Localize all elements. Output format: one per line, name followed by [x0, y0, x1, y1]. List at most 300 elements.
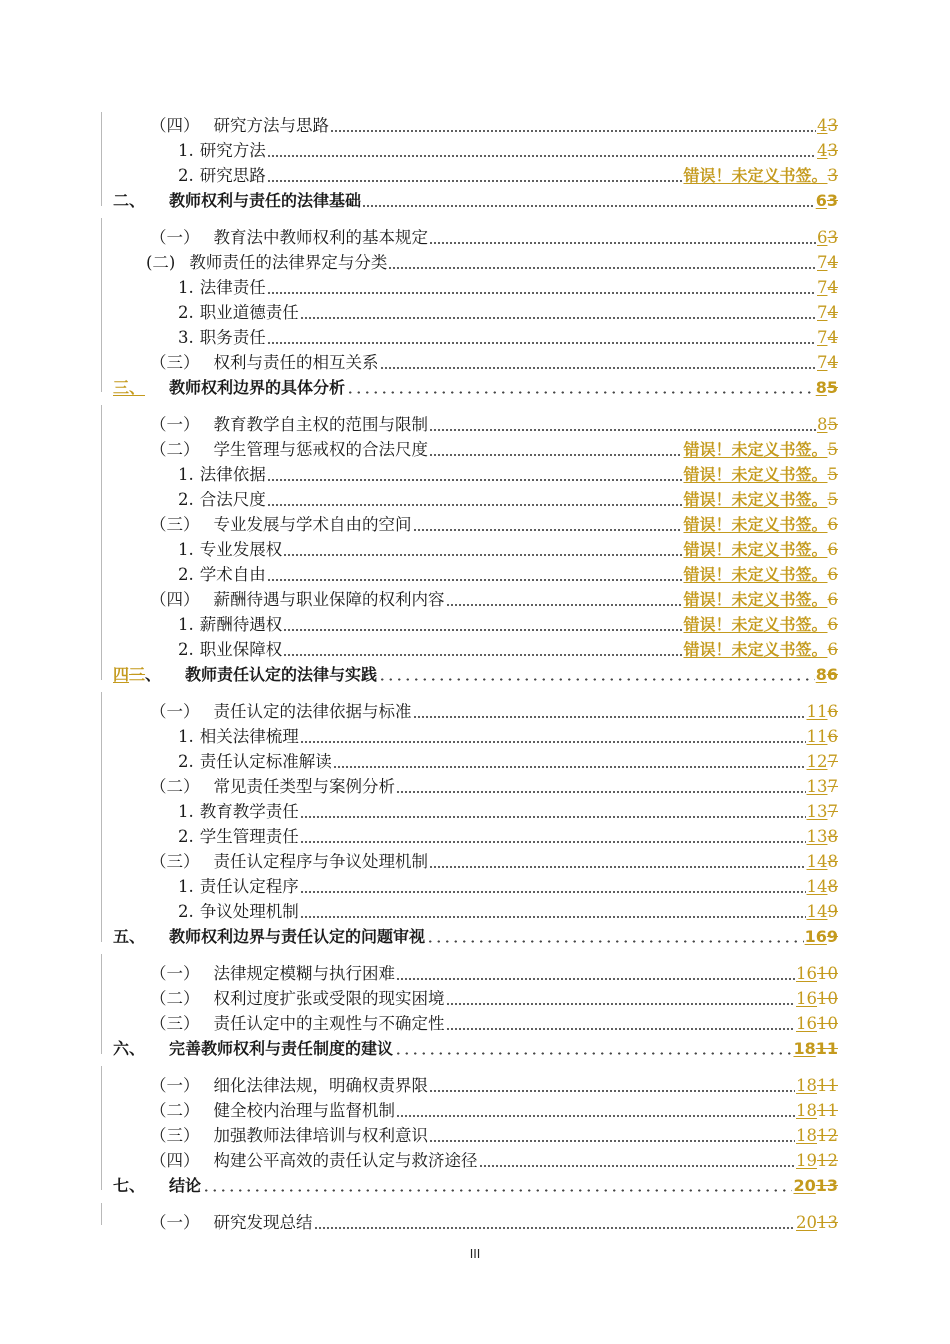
toc-page-reference[interactable] [807, 902, 839, 922]
toc-entry[interactable] [113, 187, 838, 211]
toc-page-reference[interactable] [817, 303, 838, 323]
dot-leader [362, 205, 815, 207]
deleted-page-number: 3 [827, 141, 838, 160]
toc-entry[interactable] [178, 873, 838, 897]
toc-entry[interactable] [150, 1209, 838, 1233]
toc-entry-title: 法律依据 [199, 465, 266, 484]
revision-margin-bar [101, 218, 102, 392]
dot-leader [267, 155, 816, 157]
toc-entry[interactable] [113, 1172, 838, 1196]
number-text: （四） [150, 1151, 200, 1170]
toc-entry[interactable] [150, 224, 838, 248]
dot-leader [267, 292, 816, 294]
dot-leader [446, 1003, 796, 1005]
number-text: 1. [178, 141, 194, 160]
deleted-page-number: 11 [817, 1076, 838, 1095]
number-text: 六、 [113, 1039, 146, 1058]
inserted-page-number: 14 [806, 852, 828, 871]
toc-page-reference[interactable] [683, 640, 838, 660]
dot-leader [267, 579, 683, 581]
toc-entry-number [150, 964, 200, 984]
toc-entry-number [150, 989, 200, 1009]
toc-entry[interactable] [150, 1122, 838, 1146]
toc-entry[interactable] [150, 773, 838, 797]
inserted-page-number: 8 [817, 415, 828, 434]
toc-entry-title: 责任认定程序 [199, 877, 299, 896]
inserted-page-number: 16 [796, 989, 817, 1008]
toc-entry[interactable] [146, 249, 838, 273]
inserted-page-number: 16 [796, 1014, 817, 1033]
number-text: 1. [178, 802, 194, 821]
deleted-page-number: 11 [817, 1101, 838, 1120]
number-text: 2. [178, 166, 194, 185]
toc-page-reference[interactable] [807, 827, 839, 847]
dot-leader [426, 940, 804, 943]
deleted-page-number: 6 [827, 590, 838, 609]
toc-entry-number [150, 1014, 200, 1034]
toc-entry-number [113, 378, 145, 398]
toc-entry-title: 完善教师权利与责任制度的建议 [169, 1039, 394, 1058]
toc-entry[interactable] [150, 1010, 838, 1034]
inserted-page-number: 16 [804, 927, 827, 946]
deleted-page-number: 4 [827, 328, 838, 347]
dot-leader [300, 741, 806, 743]
inserted-page-number: 20 [793, 1176, 816, 1195]
toc-page-reference[interactable] [817, 415, 838, 435]
toc-page-reference[interactable] [683, 615, 838, 635]
toc-entry[interactable] [150, 848, 838, 872]
toc-entry-number [146, 253, 175, 273]
inserted-page-number: 18 [793, 1039, 816, 1058]
toc-entry[interactable] [150, 1147, 838, 1171]
toc-entry[interactable] [178, 486, 838, 510]
toc-entry[interactable] [150, 112, 838, 136]
number-text: （三） [150, 353, 200, 372]
toc-page-reference[interactable] [683, 540, 838, 560]
toc-entry-title: 教师责任的法律界定与分类 [189, 253, 388, 272]
toc-entry-title: 权利与责任的相互关系 [213, 353, 379, 372]
inserted-page-number: 12 [806, 752, 828, 771]
deleted-page-number: 9 [826, 927, 838, 946]
toc-entry[interactable] [178, 823, 838, 847]
toc-entry-number [178, 303, 194, 323]
toc-entry[interactable] [178, 611, 838, 635]
dot-leader [446, 604, 683, 606]
dot-leader [429, 429, 816, 431]
toc-page-reference[interactable] [807, 727, 839, 747]
toc-page-reference[interactable] [816, 665, 838, 685]
deleted-page-number: 13 [815, 1176, 838, 1195]
inserted-page-number: 11 [806, 727, 828, 746]
dot-leader [300, 916, 806, 918]
toc-page-reference[interactable] [683, 440, 838, 460]
toc-entry-title: 学生管理责任 [199, 827, 299, 846]
dot-leader [429, 242, 816, 244]
inserted-page-number: 13 [806, 827, 828, 846]
toc-entry[interactable] [150, 1097, 838, 1121]
toc-entry[interactable] [178, 274, 838, 298]
number-text: 三、 [113, 378, 146, 397]
number-text: (二) [146, 253, 176, 272]
toc-page-reference[interactable] [816, 191, 838, 211]
toc-entry-number [178, 877, 194, 897]
toc-entry[interactable] [178, 299, 838, 323]
toc-page-reference[interactable] [796, 1101, 838, 1121]
inserted-page-number: 7 [817, 253, 828, 272]
dot-leader [300, 317, 816, 319]
toc-entry-title: 教师权利边界的具体分析 [169, 378, 346, 397]
deleted-page-number: 3 [826, 191, 838, 210]
dot-leader [429, 1090, 795, 1092]
inserted-page-number: 14 [806, 902, 828, 921]
deleted-page-number: 7 [827, 777, 838, 796]
number-text: 1. [178, 727, 194, 746]
toc-entry[interactable] [113, 661, 838, 685]
number-text: （二） [150, 777, 200, 796]
number-suffix: 、 [145, 665, 162, 684]
page-number-footer: III [469, 1247, 481, 1261]
toc-entry[interactable] [150, 411, 838, 435]
toc-entry-title: 教师责任认定的法律与实践 [185, 665, 378, 684]
toc-entry-number [150, 777, 200, 797]
toc-entry[interactable] [150, 436, 838, 460]
inserted-page-number: 11 [806, 702, 828, 721]
dot-leader [429, 866, 806, 868]
toc-entry[interactable] [178, 162, 838, 186]
toc-page-reference[interactable] [817, 253, 838, 273]
toc-entry-number [178, 328, 194, 348]
dot-leader [396, 1115, 795, 1117]
toc-entry-title: 教育教学自主权的范围与限制 [213, 415, 428, 434]
dot-leader [429, 1140, 795, 1142]
deleted-page-number: 4 [827, 353, 838, 372]
revision-margin-bar [101, 112, 102, 206]
toc-page-reference[interactable] [796, 1014, 838, 1034]
toc-page-reference[interactable] [793, 1176, 838, 1196]
toc-page-reference[interactable] [817, 141, 838, 161]
toc-entry-number [178, 565, 194, 585]
dot-leader [429, 454, 682, 456]
deleted-page-number: 5 [827, 465, 838, 484]
toc-entry-title: 加强教师法律培训与权利意识 [213, 1126, 428, 1145]
inserted-page-number: 8 [815, 378, 827, 397]
toc-page-reference[interactable] [807, 702, 839, 722]
deleted-page-number: 9 [827, 902, 838, 921]
number-text: 1. [178, 615, 194, 634]
toc-entry-number [150, 440, 200, 460]
dot-leader [267, 504, 683, 506]
toc-page-reference[interactable] [683, 490, 838, 510]
inserted-page-number: 6 [817, 228, 828, 247]
deleted-page-number: 6 [827, 540, 838, 559]
bookmark-error-text: 错误！未定义书签。 [683, 515, 828, 534]
revision-margin-bar [101, 405, 102, 680]
toc-entry-title: 专业发展与学术自由的空间 [213, 515, 412, 534]
toc-entry-number [178, 166, 194, 186]
dot-leader [300, 841, 806, 843]
deleted-page-number: 5 [827, 415, 838, 434]
deleted-page-number: 5 [826, 378, 838, 397]
inserted-page-number: 13 [806, 802, 828, 821]
dot-leader [314, 1227, 796, 1229]
inserted-page-number: 7 [817, 278, 828, 297]
toc-entry-title: 结论 [169, 1176, 202, 1195]
revision-margin-bar [101, 1203, 102, 1225]
number-text: （三） [150, 515, 200, 534]
toc-page-reference[interactable] [683, 465, 838, 485]
toc-entry-number [178, 727, 194, 747]
deleted-page-number: 3 [827, 116, 838, 135]
toc-page-reference[interactable] [683, 166, 838, 186]
dot-leader [267, 180, 683, 182]
toc-entry-title: 细化法律法规，明确权责界限 [213, 1076, 428, 1095]
toc-page-reference[interactable] [683, 565, 838, 585]
number-text: 七、 [113, 1176, 146, 1195]
deleted-page-number: 4 [827, 303, 838, 322]
toc-entry[interactable] [178, 636, 838, 660]
toc-page-reference[interactable] [793, 1039, 838, 1059]
toc-entry-number [150, 702, 200, 722]
toc-entry-number [150, 515, 200, 535]
toc-entry-title: 合法尺度 [199, 490, 266, 509]
inserted-page-number: 4 [817, 141, 828, 160]
inserted-page-number: 16 [796, 964, 817, 983]
number-text: （三） [150, 852, 200, 871]
toc-entry[interactable] [178, 461, 838, 485]
deleted-page-number: 5 [827, 490, 838, 509]
toc-page-reference[interactable] [683, 515, 838, 535]
dot-leader [346, 391, 815, 394]
bookmark-error-text: 错误！未定义书签。 [683, 440, 828, 459]
toc-page-reference[interactable] [807, 802, 839, 822]
toc-page-reference[interactable] [796, 1213, 838, 1233]
inserted-number: 四 [113, 665, 130, 684]
toc-entry-number [150, 1126, 200, 1146]
toc-entry[interactable] [113, 923, 838, 947]
toc-entry[interactable] [150, 1072, 838, 1096]
toc-page-reference[interactable] [807, 777, 839, 797]
number-text: 2. [178, 303, 194, 322]
toc-entry-title: 职业保障权 [199, 640, 283, 659]
bookmark-error-text: 错误！未定义书签。 [683, 615, 828, 634]
inserted-page-number: 7 [817, 328, 828, 347]
toc-page-reference[interactable] [817, 228, 838, 248]
dot-leader [394, 1052, 792, 1055]
dot-leader [413, 716, 806, 718]
deleted-page-number: 13 [817, 1213, 838, 1232]
toc-entry[interactable] [178, 137, 838, 161]
inserted-page-number: 18 [796, 1076, 817, 1095]
toc-entry-number [150, 852, 200, 872]
deleted-page-number: 6 [827, 615, 838, 634]
toc-entry-number [178, 540, 194, 560]
bookmark-error-text: 错误！未定义书签。 [683, 465, 828, 484]
toc-page-reference[interactable] [807, 852, 839, 872]
toc-entry[interactable] [113, 374, 838, 398]
toc-entry-title: 法律规定模糊与执行困难 [213, 964, 395, 983]
dot-leader [396, 978, 795, 980]
toc-entry-title: 责任认定程序与争议处理机制 [213, 852, 428, 871]
dot-leader [479, 1165, 796, 1167]
dot-leader [330, 130, 816, 132]
toc-entry-title: 法律责任 [199, 278, 266, 297]
dot-leader [283, 629, 682, 631]
toc-entry-title: 研究方法 [199, 141, 266, 160]
toc-page-reference[interactable] [796, 964, 838, 984]
toc-entry-title: 薪酬待遇与职业保障的权利内容 [213, 590, 445, 609]
revision-margin-bar [101, 1066, 102, 1190]
number-text: 1. [178, 278, 194, 297]
bookmark-error-text: 错误！未定义书签。 [683, 540, 828, 559]
deleted-page-number: 11 [815, 1039, 838, 1058]
number-text: （一） [150, 964, 200, 983]
toc-page-reference[interactable] [817, 278, 838, 298]
inserted-page-number: 4 [817, 116, 828, 135]
toc-page-reference[interactable] [796, 1076, 838, 1096]
toc-entry-number [113, 1176, 145, 1196]
bookmark-error-text: 错误！未定义书签。 [683, 640, 828, 659]
bookmark-error-text: 错误！未定义书签。 [683, 590, 828, 609]
toc-entry[interactable] [178, 561, 838, 585]
deleted-page-number: 4 [827, 278, 838, 297]
toc-entry[interactable] [178, 898, 838, 922]
deleted-page-number: 12 [817, 1126, 838, 1145]
toc-entry-title: 教育教学责任 [199, 802, 299, 821]
toc-entry-title: 研究发现总结 [213, 1213, 313, 1232]
bookmark-error-text: 错误！未定义书签。 [683, 166, 828, 185]
number-text: （二） [150, 440, 200, 459]
toc-entry[interactable] [178, 748, 838, 772]
dot-leader [333, 766, 806, 768]
number-text: （一） [150, 1076, 200, 1095]
toc-entry[interactable] [150, 586, 838, 610]
number-text: 2. [178, 640, 194, 659]
toc-entry[interactable] [150, 511, 838, 535]
toc-entry[interactable] [150, 349, 838, 373]
toc-entry-title: 责任认定的法律依据与标准 [213, 702, 412, 721]
deleted-page-number: 10 [817, 964, 838, 983]
bookmark-error-text: 错误！未定义书签。 [683, 565, 828, 584]
toc-entry-number [178, 902, 194, 922]
number-text: 五、 [113, 927, 146, 946]
toc-page-reference[interactable] [807, 752, 839, 772]
toc-entry[interactable] [150, 960, 838, 984]
toc-entry-title: 相关法律梳理 [199, 727, 299, 746]
toc-entry-title: 职务责任 [199, 328, 266, 347]
deleted-page-number: 8 [827, 827, 838, 846]
toc-entry-title: 常见责任类型与案例分析 [213, 777, 395, 796]
number-text: 1. [178, 877, 194, 896]
inserted-page-number: 7 [817, 353, 828, 372]
toc-entry[interactable] [150, 698, 838, 722]
toc-entry-title: 责任认定中的主观性与不确定性 [213, 1014, 445, 1033]
inserted-page-number: 13 [806, 777, 828, 796]
toc-entry-title: 责任认定标准解读 [199, 752, 332, 771]
number-text: 2. [178, 752, 194, 771]
toc-entry-title: 争议处理机制 [199, 902, 299, 921]
deleted-page-number: 6 [827, 727, 838, 746]
toc-entry-title: 研究方法与思路 [213, 116, 329, 135]
toc-entry[interactable] [150, 985, 838, 1009]
toc-page-reference[interactable] [683, 590, 838, 610]
dot-leader [396, 791, 806, 793]
number-text: （三） [150, 1126, 200, 1145]
dot-leader [300, 891, 806, 893]
toc-page-reference[interactable] [805, 927, 838, 947]
toc-entry[interactable] [178, 798, 838, 822]
toc-entry-number [113, 191, 145, 211]
deleted-page-number: 6 [827, 702, 838, 721]
inserted-page-number: 18 [796, 1101, 817, 1120]
dot-leader [378, 678, 815, 681]
number-text: 2. [178, 827, 194, 846]
number-text: （二） [150, 1101, 200, 1120]
toc-entry-number [150, 590, 200, 610]
revision-margin-bar [101, 954, 102, 1054]
number-text: （四） [150, 116, 200, 135]
number-text: （一） [150, 1213, 200, 1232]
toc-entry-title: 构建公平高效的责任认定与救济途径 [213, 1151, 478, 1170]
deleted-page-number: 8 [827, 877, 838, 896]
deleted-page-number: 5 [827, 440, 838, 459]
toc-entry-title: 健全校内治理与监督机制 [213, 1101, 395, 1120]
toc-entry-number [178, 640, 194, 660]
number-text: 2. [178, 490, 194, 509]
inserted-page-number: 8 [815, 665, 827, 684]
toc-page-reference[interactable] [807, 877, 839, 897]
toc-entry-number [150, 1213, 200, 1233]
toc-entry-number [150, 415, 200, 435]
toc-page-reference[interactable] [796, 1126, 838, 1146]
toc-entry[interactable] [178, 723, 838, 747]
toc-entry-title: 教育法中教师权利的基本规定 [213, 228, 428, 247]
toc-entry-number [150, 1101, 200, 1121]
toc-entry[interactable] [113, 1035, 838, 1059]
number-text: （四） [150, 590, 200, 609]
toc-entry-title: 薪酬待遇权 [199, 615, 283, 634]
toc-entry-number [150, 228, 200, 248]
deleted-page-number: 3 [827, 166, 838, 185]
toc-entry-number [178, 278, 194, 298]
toc-entry-title: 权利过度扩张或受限的现实困境 [213, 989, 445, 1008]
inserted-page-number: 6 [815, 191, 827, 210]
toc-entry-number [113, 665, 161, 685]
bookmark-error-text: 错误！未定义书签。 [683, 490, 828, 509]
deleted-page-number: 6 [827, 640, 838, 659]
inserted-page-number: 7 [817, 303, 828, 322]
toc-page-reference[interactable] [796, 989, 838, 1009]
deleted-page-number: 10 [817, 989, 838, 1008]
toc-entry-number [150, 116, 200, 136]
dot-leader [446, 1028, 796, 1030]
number-text: 2. [178, 565, 194, 584]
toc-entry-number [178, 465, 194, 485]
toc-page-reference[interactable] [796, 1151, 838, 1171]
dot-leader [380, 367, 817, 369]
number-text: （一） [150, 228, 200, 247]
toc-entry-number [178, 752, 194, 772]
toc-page-reference[interactable] [817, 116, 838, 136]
deleted-page-number: 8 [827, 852, 838, 871]
toc-page-reference[interactable] [816, 378, 838, 398]
toc-page-reference[interactable] [817, 353, 838, 373]
inserted-page-number: 18 [796, 1126, 817, 1145]
toc-entry-number [113, 927, 145, 947]
toc-entry[interactable] [178, 324, 838, 348]
dot-leader [413, 529, 683, 531]
toc-entry[interactable] [178, 536, 838, 560]
toc-page-reference[interactable] [817, 328, 838, 348]
